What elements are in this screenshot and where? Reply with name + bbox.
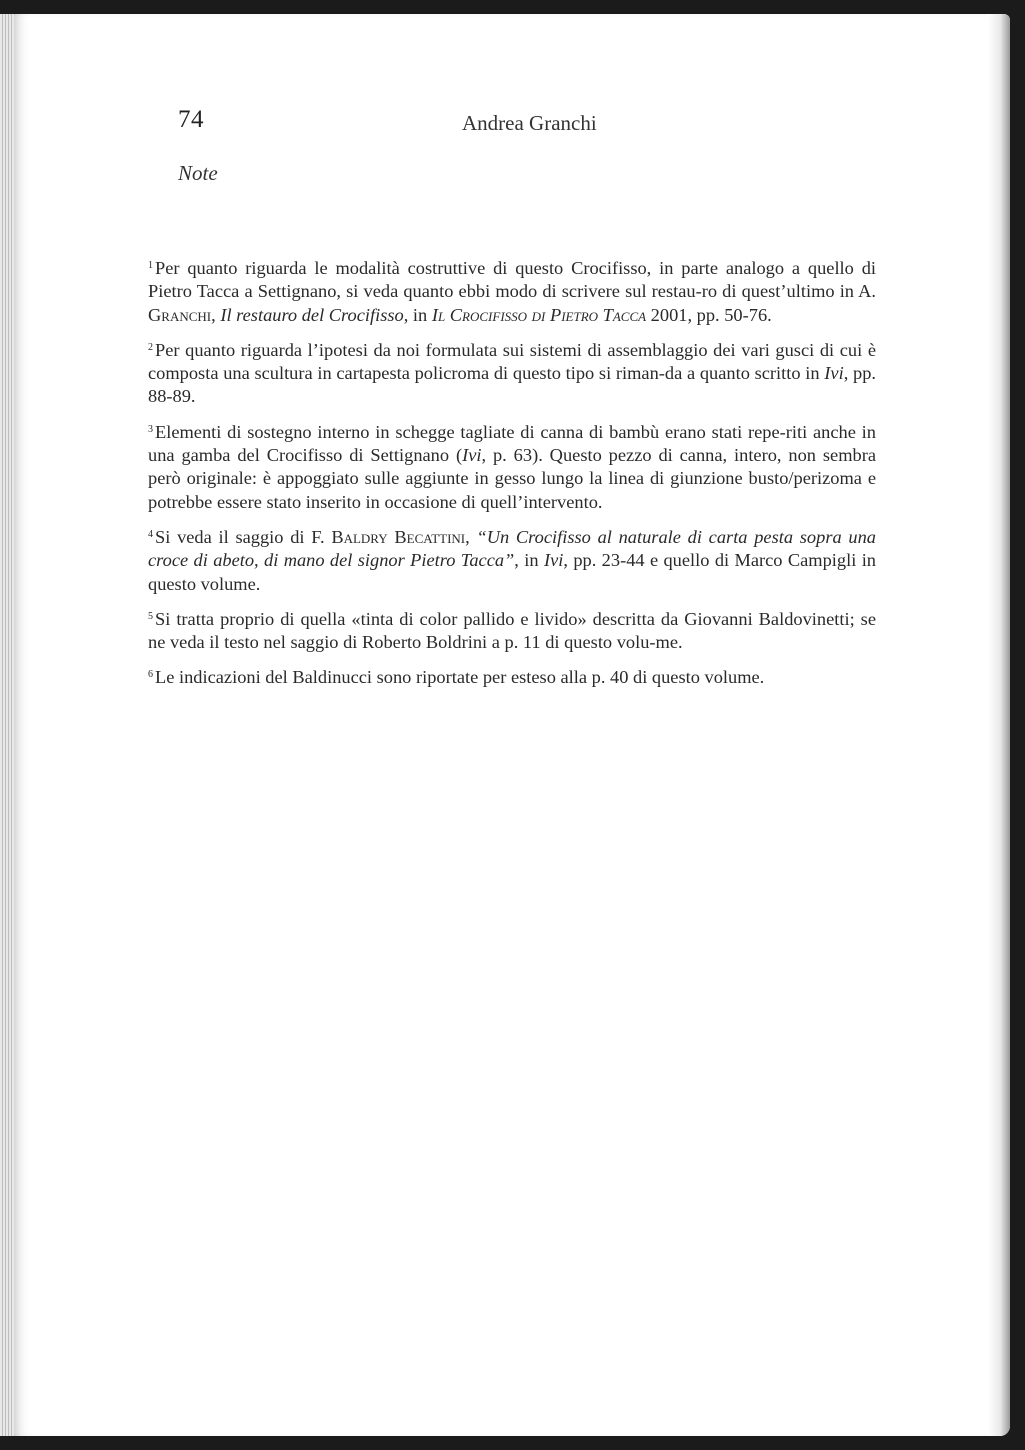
- book-page: [14, 14, 1010, 1436]
- footnote-1: $^1$ Per quanto riguarda le modalità costruttive di questo Crocifisso, in parte analogo a quello di Pietro Tacca a Settignano, si veda quanto ebbi modo di scrivere sul restau-ro di quest’ultimo in A. Granchi, Il restauro del Crocifisso, in Il Crocifisso di Pietro Tacca 2001, pp. 50-76.: [148, 258, 876, 325]
- footnote-2: $^2$ Per quanto riguarda l’ipotesi da noi formulata sui sistemi di assemblaggio dei vari gusci di cui è composta una scultura in cartapesta policroma di questo tipo si riman-da a quanto scritto in Ivi, pp. 88-89.: [148, 339, 876, 407]
- footnote-4: $^4$ Si veda il saggio di F. Baldry Becattini, “Un Crocifisso al naturale di carta pesta sopra una croce di abeto, di mano del signor Pietro Tacca”, in Ivi, pp. 23-44 e quello di Marco Campigli in questo volume.: [148, 526, 876, 594]
- footnote-5: $^5$ Si tratta proprio di quella «tinta di color pallido e livido» descritta da Giovanni Baldovinetti; se ne veda il testo nel saggio di Roberto Boldrini a p. 11 di questo volu-me.: [148, 608, 876, 653]
- footnote-number: 1: [148, 260, 153, 271]
- work-title: “Un Crocifisso al naturale di carta pesta sopra una croce di abeto, di mano del signor Pietro Tacca”: [148, 526, 876, 571]
- footnote-number: 4: [148, 528, 153, 540]
- footnote-number: 6: [148, 669, 153, 681]
- section-title: Note: [178, 161, 218, 185]
- footnote-6: $^6$ Le indicazioni del Baldinucci sono riportate per esteso alla p. 40 di questo volume.: [148, 667, 765, 688]
- footnote-3: $^3$ Elementi di sostegno interno in schegge tagliate di canna di bambù erano stati repe-riti anche in una gamba del Crocifisso di Settignano (Ivi, p. 63). Questo pezzo di canna, intero, non sembra però originale: è appoggiato sulle aggiunte in gesso lungo la linea di giunzione busto/perizoma e potrebbe essere stato inserito in occasione di quell’intervento.: [148, 421, 876, 512]
- footnote-number: 2: [148, 341, 153, 353]
- ivi-reference: Ivi: [824, 363, 844, 384]
- work-title: Il Crocifisso di Pietro Tacca: [431, 304, 647, 325]
- footnote-number: 3: [148, 423, 153, 435]
- author-name: Granchi: [148, 304, 212, 325]
- footnote-number: 5: [148, 610, 153, 622]
- author-name: Baldry Becattini: [331, 526, 466, 547]
- ivi-reference: Ivi: [462, 445, 482, 466]
- page-number: 74: [178, 106, 204, 133]
- ivi-reference: Ivi: [543, 550, 564, 571]
- notes-list: [148, 254, 876, 699]
- work-title: Il restauro del Crocifisso: [220, 304, 404, 325]
- page-curl-shadow: [988, 14, 1010, 1436]
- running-head-author: Andrea Granchi: [462, 111, 597, 135]
